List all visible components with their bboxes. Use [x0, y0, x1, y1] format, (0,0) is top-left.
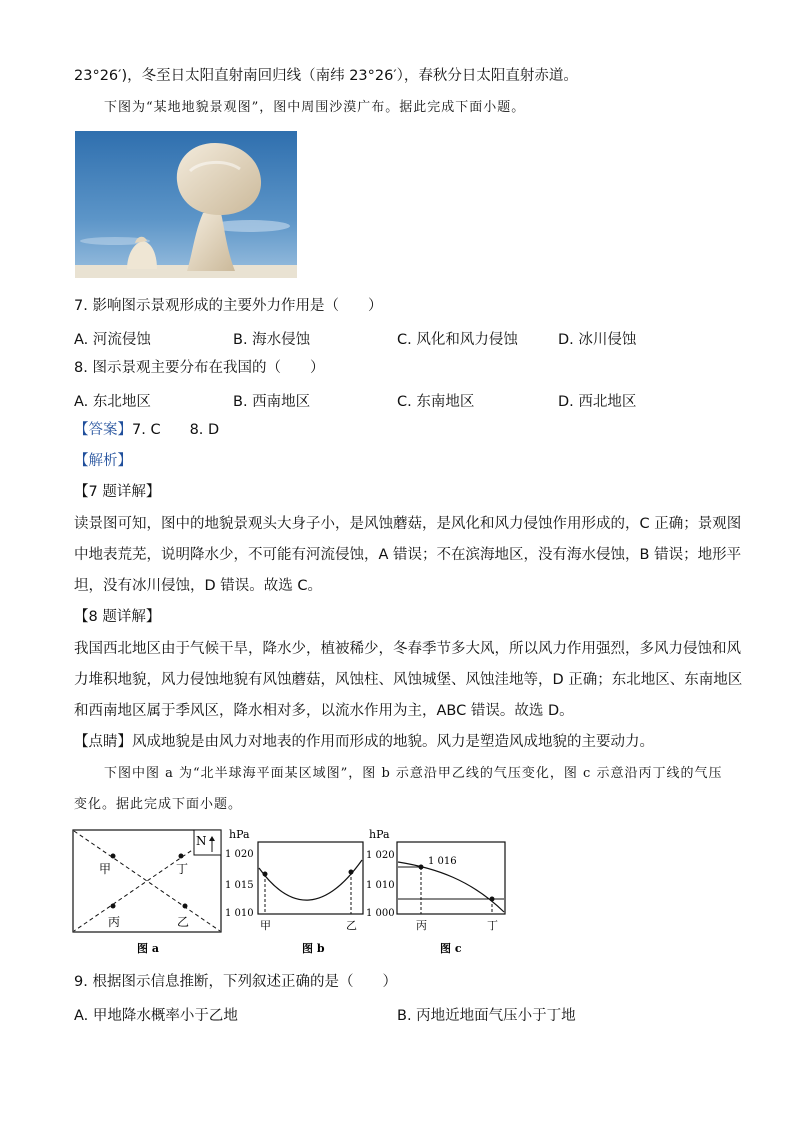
caption-c: 图 c: [440, 942, 462, 955]
question-8: 8. 图示景观主要分布在我国的（ ）: [74, 360, 325, 376]
question-7: 7. 影响图示景观形成的主要外力作用是（ ）: [74, 298, 383, 314]
x-label-c: 丁: [487, 919, 498, 932]
point-yi: [183, 904, 188, 909]
detail-8-heading: 【8 题详解】: [74, 609, 161, 625]
tick-b: 1 020: [225, 849, 254, 860]
point-bing: [111, 904, 116, 909]
figure-a: [72, 828, 224, 956]
x-label-c: 丙: [416, 919, 427, 932]
value-label-c: 1 016: [428, 856, 457, 867]
point-ding: [179, 854, 184, 859]
label-jia: 甲: [99, 862, 112, 876]
answer-tag: 【答案】: [74, 422, 132, 438]
key-point-text: 风成地貌是由风力对地表的作用而形成的地貌。风力是塑造风成地貌的主要动力。: [132, 734, 654, 750]
x-label-b: 乙: [346, 919, 357, 932]
caption-b: 图 b: [302, 942, 325, 955]
tick-c: 1 010: [366, 880, 395, 891]
option-8d: D. 西北地区: [558, 394, 637, 410]
option-7d: D. 冰川侵蚀: [558, 332, 637, 348]
detail-8-line: 和西南地区属于季风区，降水相对多，以流水作用为主，ABC 错误。故选 D。: [74, 703, 574, 719]
option-9a: A. 甲地降水概率小于乙地: [74, 1008, 238, 1024]
figure-c: [366, 828, 511, 956]
detail-7-line: 读景图可知，图中的地貌景观头大身子小，是风蚀蘑菇，是风化和风力侵蚀作用形成的，C 正确；景观图: [74, 516, 742, 532]
detail-8-line: 力堆积地貌，风力侵蚀地貌有风蚀蘑菇，风蚀柱、风蚀城堡、风蚀洼地等，D 正确；东北地区、东南地区: [74, 672, 743, 688]
figure-b: [222, 828, 370, 956]
question-9: 9. 根据图示信息推断，下列叙述正确的是（ ）: [74, 974, 397, 990]
option-7a: A. 河流侵蚀: [74, 332, 151, 348]
label-ding: 丁: [176, 862, 189, 876]
text-line: 23°26′)，冬至日太阳直射南回归线（南纬 23°26′），春秋分日太阳直射赤道。: [74, 68, 578, 84]
intro-text: 下图中图 a 为“北半球海平面某区域图”，图 b 示意沿甲乙线的气压变化，图 c 示意沿丙丁线的气压: [104, 766, 723, 781]
option-7c: C. 风化和风力侵蚀: [397, 332, 518, 348]
detail-7-heading: 【7 题详解】: [74, 484, 161, 500]
landscape-photo: [75, 131, 297, 278]
tick-c: 1 020: [366, 850, 395, 861]
intro-text: 变化。据此完成下面小题。: [74, 797, 243, 812]
detail-7-line: 中地表荒芜，说明降水少，不可能有河流侵蚀，A 错误；不在滨海地区，没有海水侵蚀，B 错误；地形平: [74, 547, 742, 563]
tick-c: 1 000: [366, 908, 395, 919]
detail-7-line: 坦，没有冰川侵蚀，D 错误。故选 C。: [74, 578, 323, 594]
label-yi: 乙: [177, 915, 190, 929]
key-point-tag: 【点睛】: [74, 734, 132, 750]
key-point-line: [74, 733, 654, 751]
answer-line: [74, 421, 219, 439]
north-label: N: [196, 834, 207, 848]
analysis-tag: 【解析】: [74, 453, 132, 469]
caption-a: 图 a: [137, 942, 159, 955]
unit-c: hPa: [369, 828, 390, 841]
pressure-curve-b: [259, 860, 362, 900]
point-jia: [111, 854, 116, 859]
intro-text: 下图为“某地地貌景观图”，图中周围沙漠广布。据此完成下面小题。: [104, 100, 526, 115]
unit-b: hPa: [229, 828, 250, 841]
x-label-b: 甲: [260, 919, 271, 932]
option-8b: B. 西南地区: [233, 394, 311, 410]
option-7b: B. 海水侵蚀: [233, 332, 311, 348]
label-bing: 丙: [108, 915, 121, 929]
answer-text: 7. C 8. D: [132, 422, 220, 438]
tick-b: 1 010: [225, 908, 254, 919]
tick-b: 1 015: [225, 880, 254, 891]
pressure-curve-c: [398, 862, 504, 912]
detail-8-line: 我国西北地区由于气候干旱，降水少，植被稀少，冬春季节多大风，所以风力作用强烈，多风力侵蚀和风: [74, 641, 741, 657]
option-9b: B. 丙地近地面气压小于丁地: [397, 1008, 576, 1024]
option-8a: A. 东北地区: [74, 394, 151, 410]
option-8c: C. 东南地区: [397, 394, 475, 410]
